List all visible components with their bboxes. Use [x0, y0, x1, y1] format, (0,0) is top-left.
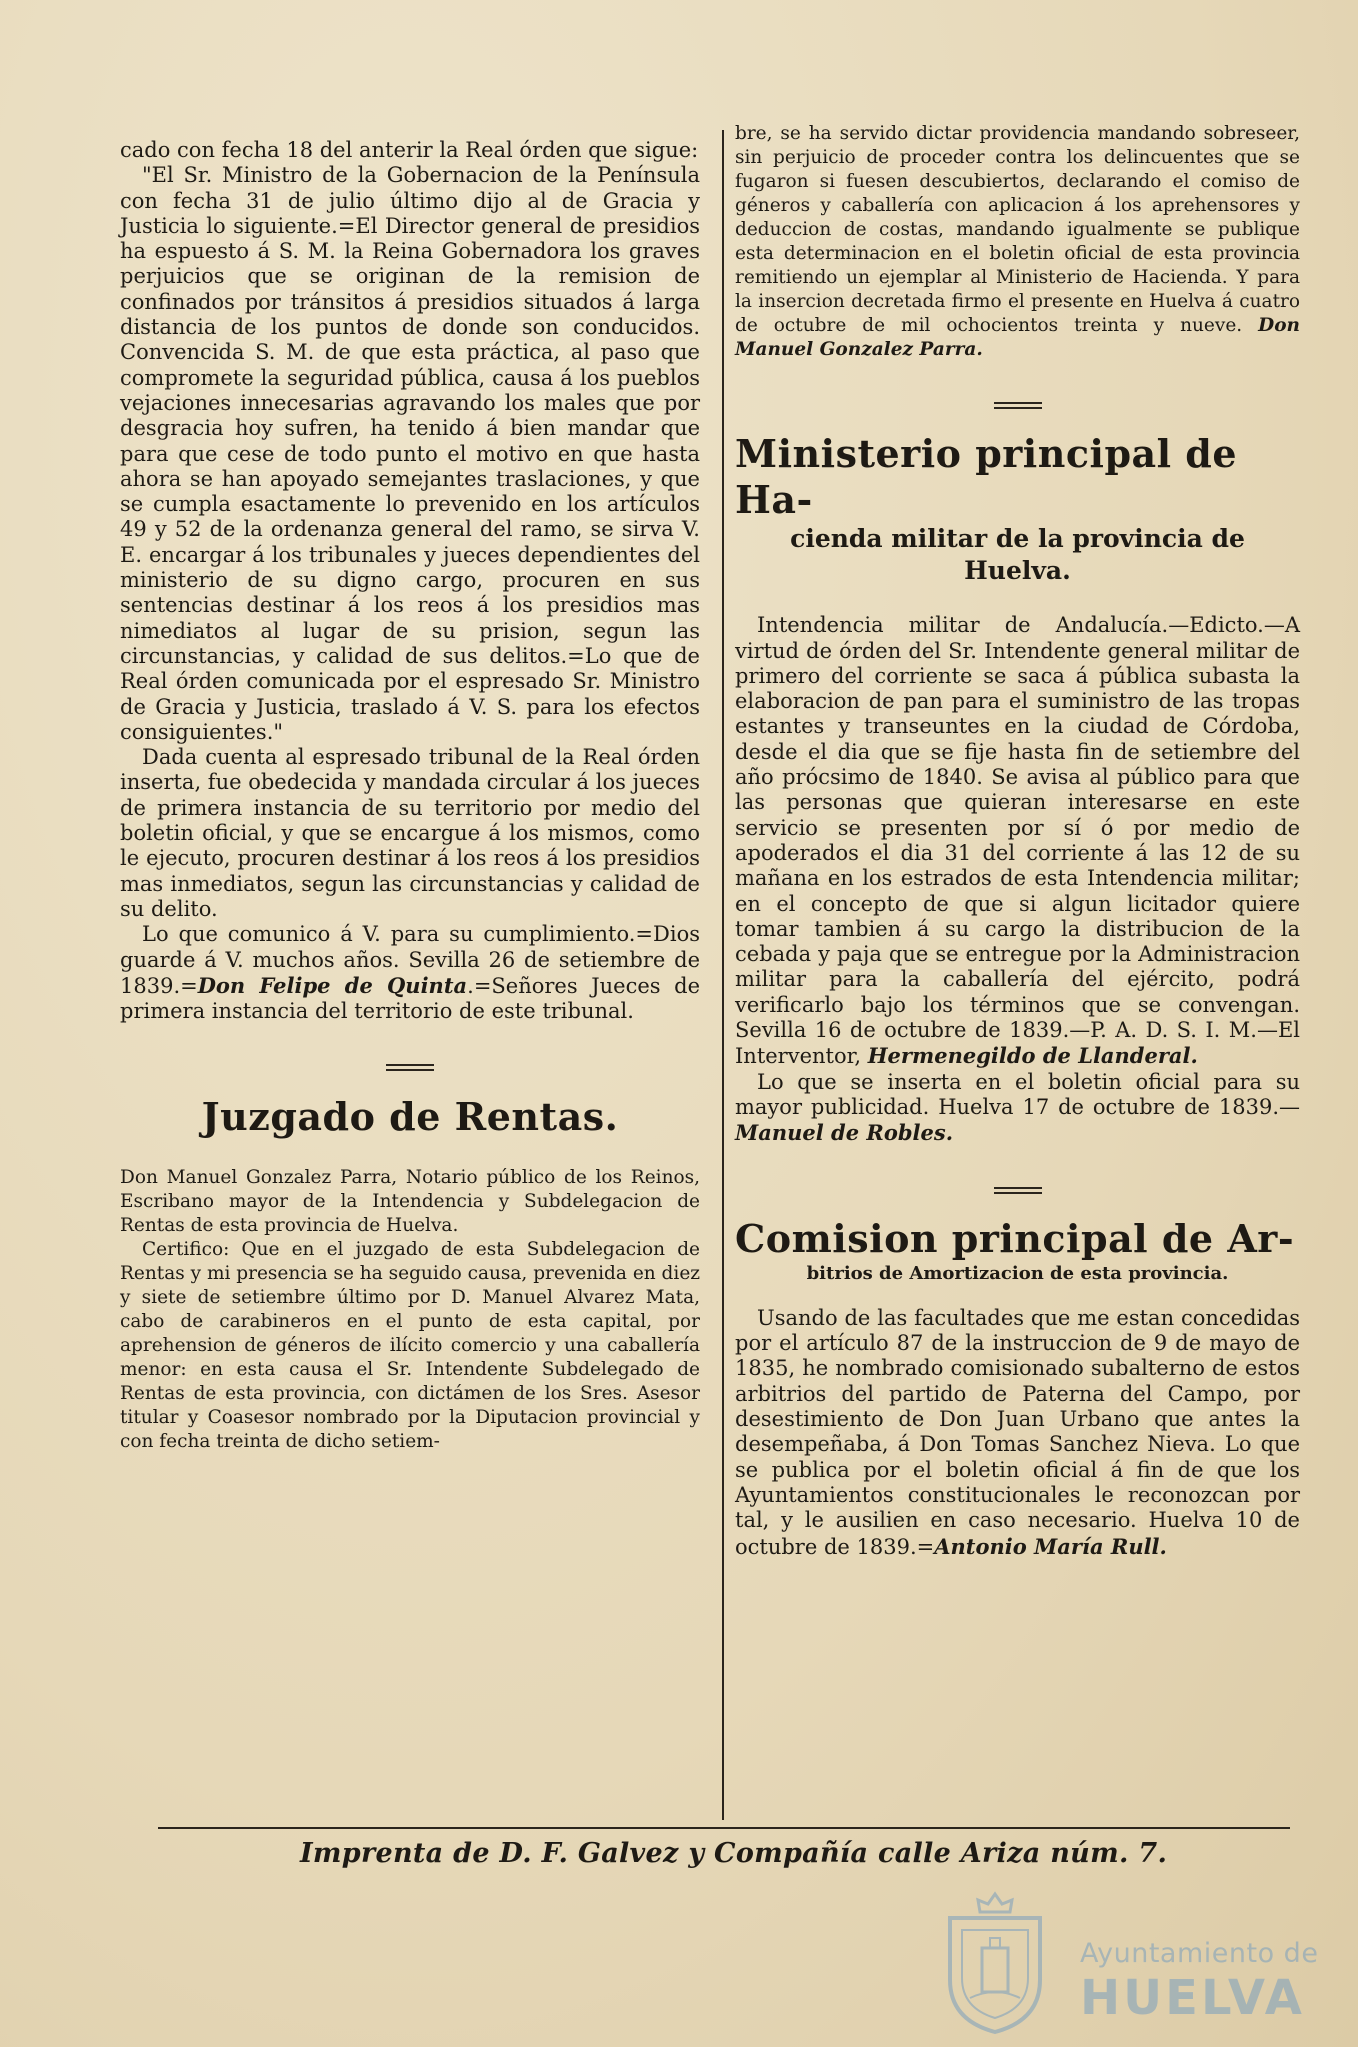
city-coat-of-arms-icon: [940, 1890, 1050, 2035]
paragraph-text: bre, se ha servido dictar providencia mandando sobreseer, sin perjuicio de proceder contra los delincuentes que se fugaron si fuesen descubiertos, declarando el comiso de géneros y caballería con aplicacion á los aprehensores y deduccion de costas, mandando igualmente se publique esta determinacion en el boletin oficial de esta provincia remitiendo un ejemplar al Ministerio de Hacienda. Y para la insercion decretada firmo el presente en Huelva á cuatro de octubre de mil ochocientos treinta y nueve.: [735, 123, 1300, 336]
paragraph: cado con fecha 18 del anterir la Real órden que sigue:: [120, 138, 699, 162]
section-title-juzgado: Juzgado de Rentas.: [201, 1093, 619, 1139]
section-subtitle-comision: bitrios de Amortizacion de esta provincia.: [806, 1262, 1229, 1284]
paragraph: [735, 613, 1300, 1069]
paragraph-text: .=Señores Jueces de primera instancia del territorio de este tribunal.: [120, 973, 701, 1024]
watermark-line1: Ayuntamiento de: [1080, 1938, 1319, 1969]
paragraph-text: Lo que se inserta en el boletin oficial para su mayor publicidad. Huelva 17 de octubre de 1839.—: [735, 1069, 1300, 1119]
paragraph-text: Lo que comunico á V. para su cumplimiento.=Dios guarde á V. muchos años. Sevilla 26 de setiembre de 1839.=: [120, 922, 700, 998]
paragraph: [120, 922, 700, 1024]
watermark: [940, 1890, 1340, 2040]
section-divider: [735, 390, 1300, 415]
watermark-line2: HUELVA: [1080, 1970, 1305, 2026]
column-divider: [722, 130, 724, 1820]
section-divider: [120, 1052, 700, 1077]
paragraph: Dada cuenta al espresado tribunal de la Real órden inserta, fue obedecida y mandada circular á los jueces de primera instancia de su territorio por medio del boletin oficial, y que se encargue á los mismos, como le ejecuto, procuren destinar á los reos á los presidios mas inmediatos, segun las circunstancias y calidad de su delito.: [120, 745, 700, 921]
paragraph: [735, 1306, 1300, 1560]
section-title-comision: Comision principal de Ar-: [735, 1215, 1295, 1261]
royal-order-quote: "El Sr. Ministro de la Gobernacion de la Península con fecha 31 de julio último dijo al de Gracia y Justicia lo siguiente.=El Director general de presidios ha espuesto á S. M. la Reina Gobernadora los graves perjuicios que se originan de la remision de confinados por tránsitos á presidios situados á larga distancia de los puntos de donde son conducidos. Convencida S. M. de que esta práctica, al paso que compromete la seguridad pública, causa á los pueblos vejaciones innecesarias agravando los males que por desgracia hoy sufren, ha tenido á bien mandar que para que cese de todo punto el motivo en que hasta ahora se han apoyado semejantes traslaciones, y que se cumpla esactamente lo prevenido en los artículos 49 y 52 de la ordenanza general del ramo, se sirva V. E. encargar á los tribunales y jueces dependientes del ministerio de su digno cargo, procuren en sus sentencias destinar á los reos á los presidios mas nimediatos al lugar de su prision, segun las circunstancias, y calidad de sus delitos.=Lo que de Real órden comunicada por el espresado Sr. Ministro de Gracia y Justicia, traslado á V. S. para los efectos consiguientes.": [120, 163, 700, 744]
signature: Antonio María Rull.: [934, 1533, 1167, 1559]
signature: Hermenegildo de Llanderal.: [867, 1043, 1198, 1069]
section-divider: [735, 1175, 1300, 1200]
section-subtitle-ministerio: cienda militar de la provincia de Huelva.: [790, 524, 1245, 586]
section-title-ministerio: Ministerio principal de Ha-: [735, 431, 1238, 523]
left-column: [120, 138, 700, 1454]
right-column: [735, 122, 1300, 1560]
paragraph-text: Usando de las facultades que me estan concedidas por el artículo 87 de la instruccion de 9 de mayo de 1835, he nombrado comisionado subalterno de estos arbitrios del partido de Paterna del Campo, por desestimiento de Don Juan Urbano que antes la desempeñaba, á Don Tomas Sanchez Nieva. Lo que se publica por el boletin oficial á fin de que los Ayuntamientos constitucionales le reconozcan por tal, y le ausilien en caso necesario. Huelva 10 de octubre de 1839.=: [735, 1305, 1300, 1559]
paragraph: [735, 122, 1300, 362]
signature: Manuel de Robles.: [735, 1120, 954, 1146]
signature: Don Manuel Gonzalez Parra.: [735, 315, 1300, 360]
paragraph-text: Intendencia militar de Andalucía.—Edicto.—A virtud de órden del Sr. Intendente general militar de primero del corriente se saca á pública subasta la elaboracion de pan para el suministro de las tropas estantes y transeuntes en la ciudad de Córdoba, desde el dia que se fije hasta fin de setiembre del año prócsimo de 1840. Se avisa al público para que las personas que quieran interesarse en este servicio se presenten por sí ó por medio de apoderados el dia 31 del corriente á las 12 de su mañana en los estrados de esta Intendencia militar; en el concepto de que si algun licitador quiere tomar tambien á su cargo la distribucion de la cebada y paja que se entregue por la Administracion militar para la caballería del ejército, podrá verificarlo bajo los términos que se convengan. Sevilla 16 de octubre de 1839.—P. A. D. S. I. M.—El Interventor,: [735, 613, 1300, 1069]
paragraph: [735, 1070, 1300, 1147]
printer-imprint: Imprenta de D. F. Galvez y Compañía calle Ariza núm. 7.: [300, 1838, 1168, 1869]
paragraph: Certifico: Que en el juzgado de esta Subdelegacion de Rentas y mi presencia se ha seguido causa, prevenida en diez y siete de setiembre último por D. Manuel Alvarez Mata, cabo de carabineros en el punto de esta capital, por aprehension de géneros de ilícito comercio y una caballería menor: en esta causa el Sr. Intendente Subdelegado de Rentas de esta provincia, con dictámen de los Sres. Asesor titular y Coasesor nombrado por la Diputacion provincial y con fecha treinta de dicho setiem-: [120, 1238, 701, 1452]
footer-rule: [158, 1827, 1290, 1829]
signature: Don Felipe de Quinta: [197, 972, 468, 998]
paragraph: Don Manuel Gonzalez Parra, Notario público de los Reinos, Escribano mayor de la Intendencia y Subdelegacion de Rentas de esta provincia de Huelva.: [120, 1166, 700, 1236]
